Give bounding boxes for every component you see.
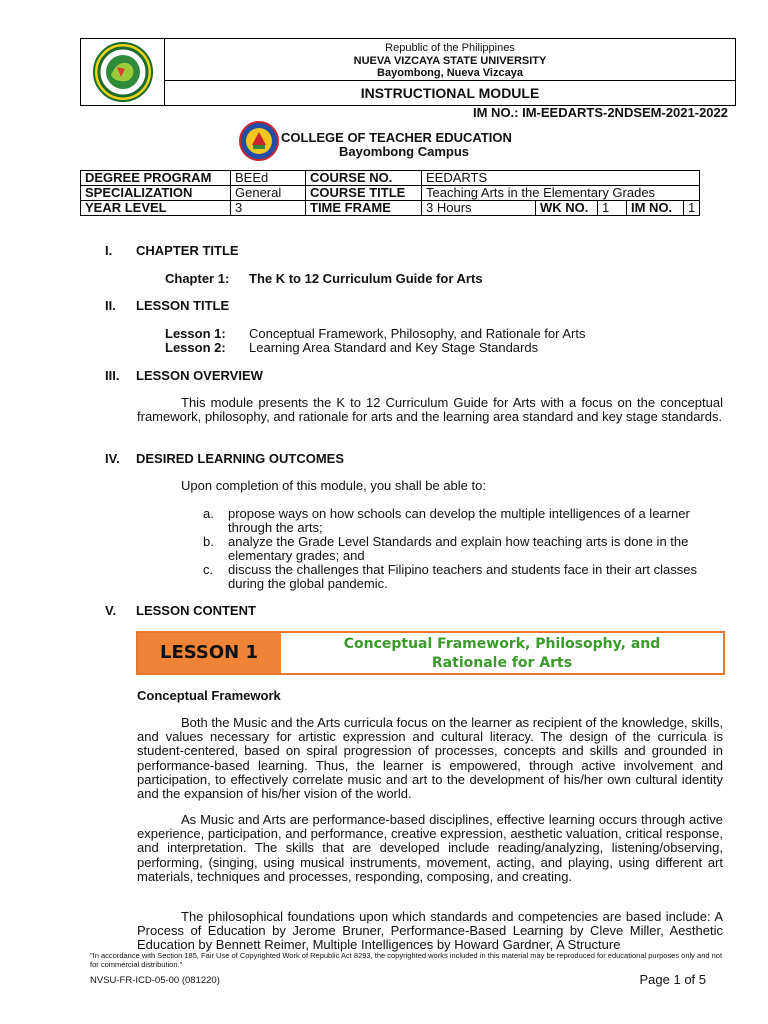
section-heading: LESSON CONTENT xyxy=(136,603,256,618)
item-letter: c. xyxy=(203,562,214,577)
course-info-table xyxy=(80,170,700,216)
lesson2-label: Lesson 2: xyxy=(165,340,226,355)
wk-no-value: 1 xyxy=(598,201,627,216)
content-paragraph-2 xyxy=(137,813,723,884)
degree-program-value: BEEd xyxy=(231,171,306,186)
lesson-banner-title-line2: Rationale for Arts xyxy=(431,655,573,671)
content-paragraph-1 xyxy=(137,716,723,801)
lesson1-label: Lesson 1: xyxy=(165,326,226,341)
table-row xyxy=(81,186,700,201)
module-title: INSTRUCTIONAL MODULE xyxy=(360,85,540,101)
copyright-footnote: "In accordance with Section 185, Fair Use of Copyrighted Work of Republic Act 8293, the copyrighted works included in this material may be reproduced for educational purposes only and not for commercial distribution." xyxy=(90,951,723,969)
course-title-label: COURSE TITLE xyxy=(306,186,422,201)
item-letter: a. xyxy=(203,506,214,521)
section-number: III. xyxy=(105,368,120,383)
list-item xyxy=(203,563,723,591)
chapter-line xyxy=(165,272,483,286)
item-text: propose ways on how schools can develop the multiple intelligences of a learner through the arts; xyxy=(228,506,690,535)
paragraph-text: As Music and Arts are performance-based disciplines, effective learning occurs through active experience, participation, and performance, creative expression, aesthetic valuation, critical response, and interpretation. The skills that are developed include reading/analyzing, listening/observing, performing, (singing, using musical instruments, movement, acting, and playing, using different art materials, techniques and processes, responding, composing, and creating. xyxy=(137,812,723,884)
year-level-value: 3 xyxy=(231,201,306,216)
overview-text: This module presents the K to 12 Curriculum Guide for Arts with a focus on the conceptual framework, philosophy, and rationale for arts and the learning area standard and key stage standards. xyxy=(137,395,723,425)
lesson1-title: Conceptual Framework, Philosophy, and Rationale for Arts xyxy=(249,326,586,341)
university-seal-cell xyxy=(81,39,165,105)
specialization-label: SPECIALIZATION xyxy=(81,186,231,201)
paragraph-text: The philosophical foundations upon which standards and competencies are based include: A Process of Education by Jerome Bruner, Performance-Based Learning by Cleve Miller, Aesthetic Education by Bennett Reimer, Multiple Intelligences by Howard Gardner, A Structure xyxy=(137,910,723,952)
time-frame-value: 3 Hours xyxy=(422,201,536,216)
college-logo-icon xyxy=(238,118,280,164)
course-no-value: EEDARTS xyxy=(422,171,700,186)
wk-no-label: WK NO. xyxy=(536,201,598,216)
chapter-title: The K to 12 Curriculum Guide for Arts xyxy=(249,271,483,286)
table-row xyxy=(81,201,700,216)
list-item xyxy=(203,535,723,563)
subheading-conceptual-framework: Conceptual Framework xyxy=(137,688,281,703)
im-no-label: IM NO. xyxy=(627,201,684,216)
item-letter: b. xyxy=(203,534,214,549)
im-number: IM NO.: IM-EEDARTS-2NDSEM-2021-2022 xyxy=(473,105,728,120)
section-number: I. xyxy=(105,243,113,258)
course-title-value: Teaching Arts in the Elementary Grades xyxy=(422,186,700,201)
lesson2-line xyxy=(165,341,538,355)
lesson-label: LESSON 1 xyxy=(138,633,281,673)
item-text: discuss the challenges that Filipino teachers and students face in their art classes during the global pandemic. xyxy=(228,562,697,591)
course-no-label: COURSE NO. xyxy=(306,171,422,186)
university-name: NUEVA VIZCAYA STATE UNIVERSITY xyxy=(353,54,547,67)
section-lesson-overview xyxy=(105,368,263,383)
section-number: II. xyxy=(105,298,116,313)
lesson-banner xyxy=(136,631,725,675)
section-learning-outcomes xyxy=(105,451,344,466)
year-level-label: YEAR LEVEL xyxy=(81,201,231,216)
document-header xyxy=(80,38,736,106)
section-heading: CHAPTER TITLE xyxy=(136,243,239,258)
item-text: analyze the Grade Level Standards and explain how teaching arts is done in the elementary grades; and xyxy=(228,534,689,563)
section-lesson-title xyxy=(105,298,229,313)
section-heading: LESSON TITLE xyxy=(136,298,230,313)
time-frame-label: TIME FRAME xyxy=(306,201,422,216)
list-item xyxy=(203,507,723,535)
chapter-label: Chapter 1: xyxy=(165,271,230,286)
section-number: IV. xyxy=(105,451,120,466)
section-number: V. xyxy=(105,603,117,618)
section-lesson-content xyxy=(105,603,256,618)
section-heading: DESIRED LEARNING OUTCOMES xyxy=(136,451,345,466)
university-seal-icon xyxy=(81,39,165,105)
college-heading xyxy=(281,131,512,159)
lesson1-line xyxy=(165,327,585,341)
outcomes-list xyxy=(203,507,723,591)
campus-name: Bayombong Campus xyxy=(339,144,470,159)
lesson2-title: Learning Area Standard and Key Stage Standards xyxy=(249,340,539,355)
republic-line: Republic of the Philippines xyxy=(385,42,515,54)
degree-program-label: DEGREE PROGRAM xyxy=(81,171,231,186)
content-paragraph-3 xyxy=(137,910,723,952)
paragraph-text: Both the Music and the Arts curricula focus on the learner as recipient of the knowledge, skills, and values necessary for artistic expression and cultural literacy. The design of the curricula is student-centered, based on spiral progression of processes, concepts and skills and grounded in performance-based learning. Thus, the learner is empowered, through active involvement and participation, to effectively correlate music and art to the development of his/her own cultural identity and the expansion of his/her vision of the world. xyxy=(137,715,723,802)
lesson-banner-title-line1: Conceptual Framework, Philosophy, and xyxy=(343,636,661,652)
page-number: Page 1 of 5 xyxy=(639,972,706,987)
im-no-value: 1 xyxy=(684,201,700,216)
overview-paragraph xyxy=(137,396,723,424)
lesson-banner-title xyxy=(281,633,723,673)
specialization-value: General xyxy=(231,186,306,201)
college-name: COLLEGE OF TEACHER EDUCATION xyxy=(281,130,512,145)
form-number: NVSU-FR-ICD-05-00 (081220) xyxy=(90,975,220,986)
outcomes-intro: Upon completion of this module, you shall be able to: xyxy=(181,478,486,493)
university-heading xyxy=(165,39,735,81)
university-location: Bayombong, Nueva Vizcaya xyxy=(377,67,523,79)
section-chapter-title xyxy=(105,243,239,258)
section-heading: LESSON OVERVIEW xyxy=(136,368,263,383)
table-row xyxy=(81,171,700,186)
